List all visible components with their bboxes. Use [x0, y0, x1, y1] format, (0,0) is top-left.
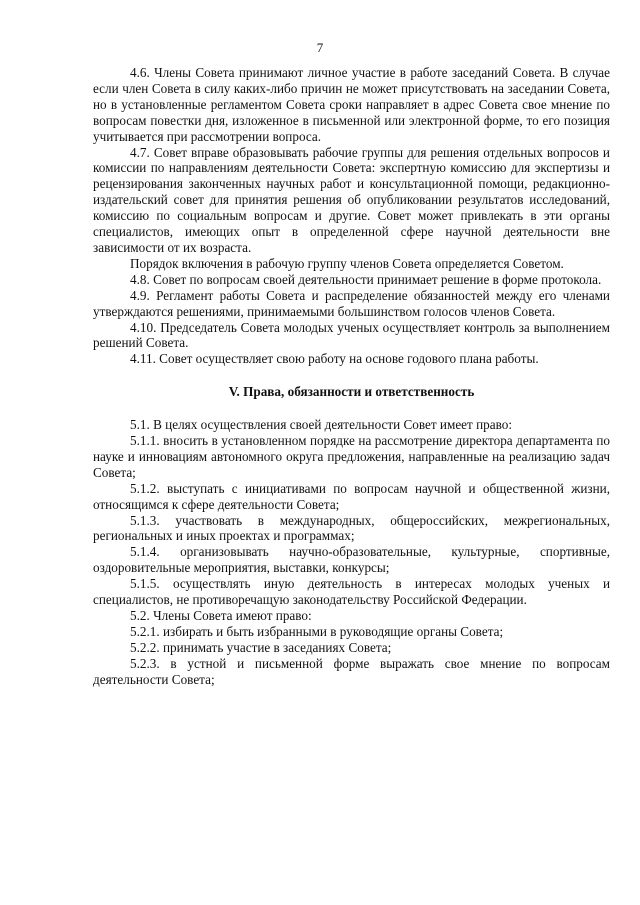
- paragraph-4-6: 4.6. Члены Совета принимают личное участие в работе заседаний Совета. В случае если член Совета в силу каких-либо причин не может присутствовать на заседании Совета, но в установленные регламентом Совета сроки направляет в адрес Совета свое мнение по вопросам повестки дня, изложенное в письменной или электронной форме, то его позиция учитывается при рассмотрении вопроса.: [93, 65, 610, 144]
- paragraph-5-2-2: 5.2.2. принимать участие в заседаниях Совета;: [130, 639, 392, 655]
- paragraph-5-2-1: 5.2.1. избирать и быть избранными в руководящие органы Совета;: [130, 623, 504, 639]
- paragraph-5-2: 5.2. Члены Совета имеют право:: [130, 608, 312, 623]
- paragraph-working-group-order: Порядок включения в рабочую группу членов Совета определяется Советом.: [130, 255, 564, 271]
- paragraph-5-2-3: 5.2.3. в устной и письменной форме выражать свое мнение по вопросам деятельности Совета;: [93, 655, 610, 687]
- paragraph-4-9: 4.9. Регламент работы Совета и распределение обязанностей между его членами утверждаются решениями, принимаемыми большинством голосов членов Совета.: [93, 287, 610, 319]
- page-number: 7: [316, 40, 324, 55]
- paragraph-5-1-5: 5.1.5. осуществлять иную деятельность в интересах молодых ученых и специалистов, не противоречащую законодательству Российской Федерации.: [93, 576, 610, 608]
- paragraph-4-8: 4.8. Совет по вопросам своей деятельности принимает решение в форме протокола.: [130, 271, 602, 287]
- paragraph-4-11: 4.11. Совет осуществляет свою работу на основе годового плана работы.: [130, 351, 539, 367]
- section-heading: V. Права, обязанности и ответственность: [228, 384, 475, 400]
- paragraph-5-1-3: 5.1.3. участвовать в международных, общероссийских, межрегиональных, региональных и иных проектах и программах;: [93, 512, 610, 544]
- paragraph-5-1-2: 5.1.2. выступать с инициативами по вопросам научной и общественной жизни, относящимся к сфере деятельности Совета;: [93, 480, 610, 512]
- paragraph-5-1-4: 5.1.4. организовывать научно-образовательные, культурные, спортивные, оздоровительные мероприятия, выставки, конкурсы;: [93, 544, 610, 576]
- paragraph-4-7: 4.7. Совет вправе образовывать рабочие группы для решения отдельных вопросов и комиссии по направлениям деятельности Совета: экспертную комиссию для экспертизы и рецензирования законченных научных работ и консультационной помощи, редакционно-издательский совет для принятия решения об опубликовании результатов исследований, комиссию по социальным вопросам и другие. Совет может привлекать в эти органы специалистов, имеющих опыт в определенной сфере научной деятельности вне зависимости от их возраста.: [93, 144, 610, 255]
- paragraph-5-1: 5.1. В целях осуществления своей деятельности Совет имеет право:: [130, 417, 512, 433]
- paragraph-5-1-1: 5.1.1. вносить в установленном порядке на рассмотрение директора департамента по науке и инновациям автономного округа предложения, направленные на реализацию задач Совета;: [93, 433, 610, 480]
- document-body: [93, 65, 610, 688]
- paragraph-4-10: 4.10. Председатель Совета молодых ученых осуществляет контроль за выполнением решений Совета.: [93, 319, 610, 351]
